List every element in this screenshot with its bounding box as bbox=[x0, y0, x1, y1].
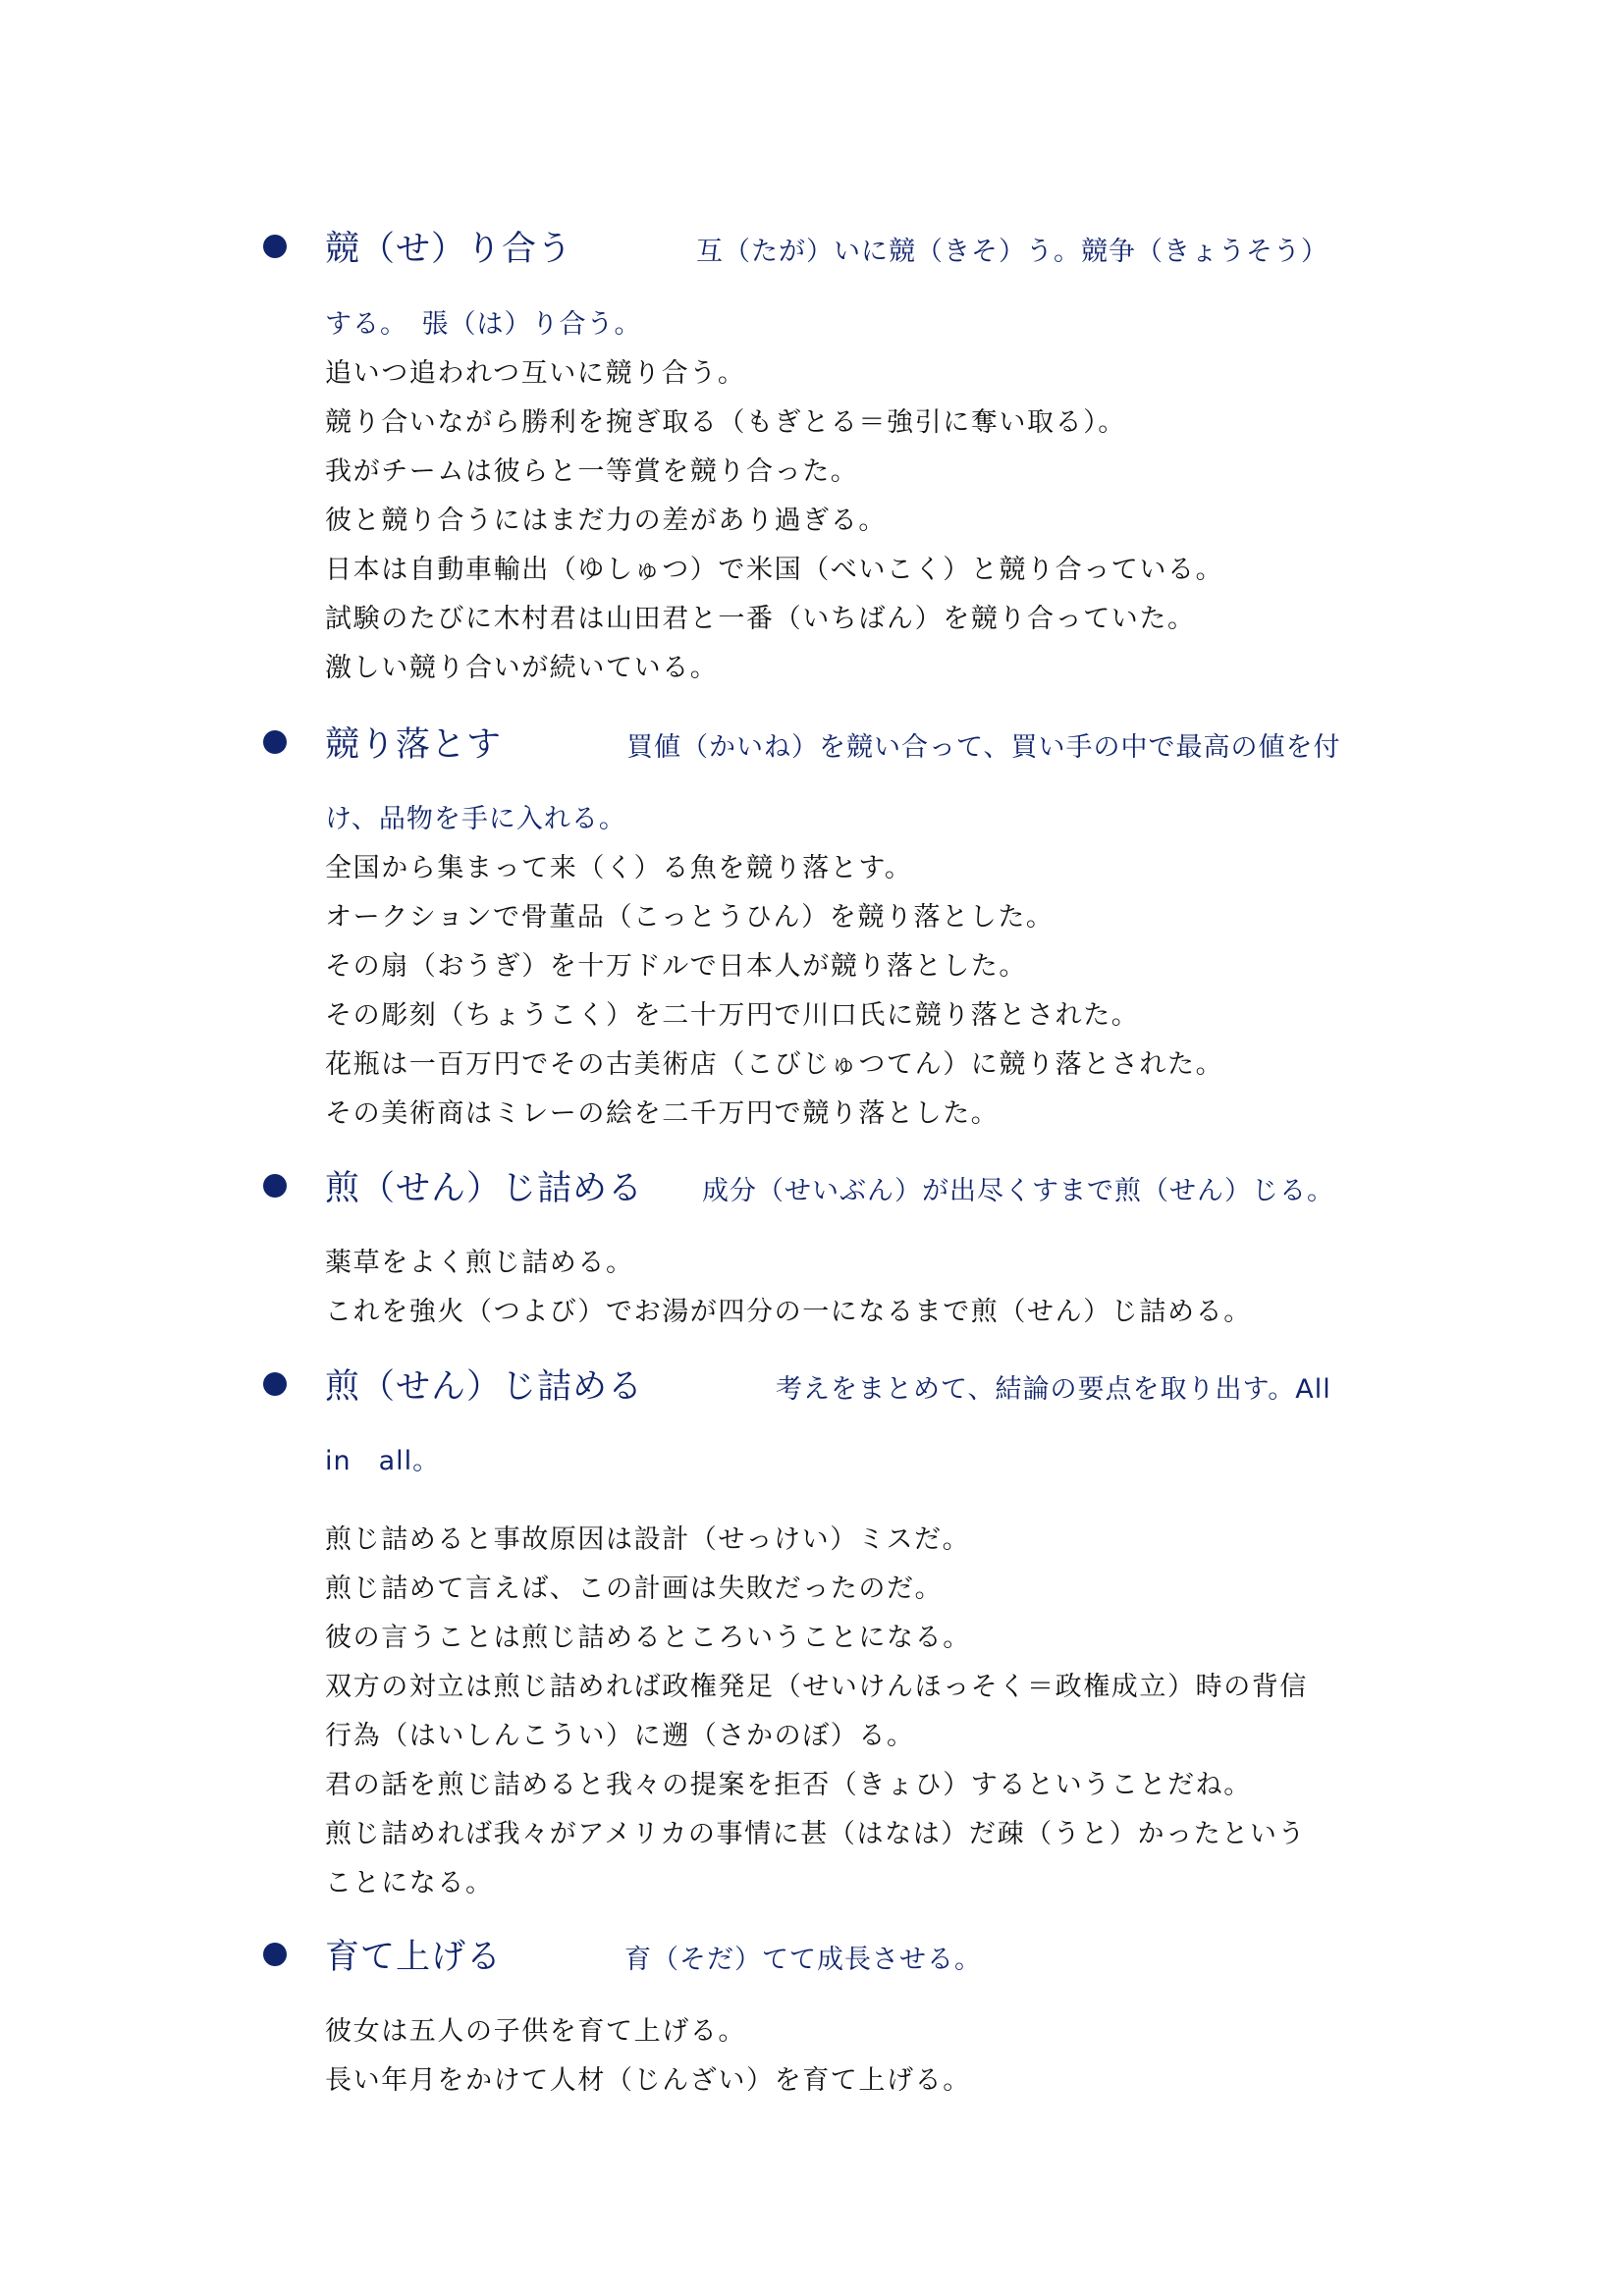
bullet-icon bbox=[263, 1174, 287, 1198]
entry-definition: 育（そだ）てて成長させる。 bbox=[624, 1945, 982, 1975]
entry-heading bbox=[325, 222, 1388, 271]
bullet-icon bbox=[263, 1943, 287, 1966]
entry-definition-cont: け、品物を手に入れる。 bbox=[325, 804, 626, 834]
example-sentence: 彼と競り合うにはまだ力の差があり過ぎる。 bbox=[325, 506, 887, 536]
entry-definition-cont: in all。 bbox=[325, 1446, 441, 1476]
entry-term: 競り落とす bbox=[325, 725, 503, 765]
entry-definition-cont: する。 張（は）り合う。 bbox=[325, 309, 642, 340]
entry-heading bbox=[325, 1161, 1388, 1210]
example-sentence: 煎じ詰めれば我々がアメリカの事情に甚（はなは）だ疎（うと）かったという bbox=[325, 1819, 1307, 1849]
example-sentence: 彼の言うことは煎じ詰めるところいうことになる。 bbox=[325, 1623, 971, 1653]
entry-term: 競（せ）り合う bbox=[325, 230, 573, 269]
example-sentence: その美術商はミレーの絵を二千万円で競り落とした。 bbox=[325, 1098, 1000, 1129]
example-sentence: 双方の対立は煎じ詰めれば政権発足（せいけんほっそく＝政権成立）時の背信 bbox=[325, 1672, 1308, 1702]
entry-term: 育て上げる bbox=[325, 1938, 503, 1977]
entry-definition: 成分（せいぶん）が出尽くすまで煎（せん）じる。 bbox=[702, 1176, 1334, 1206]
example-sentence: 激しい競り合いが続いている。 bbox=[325, 653, 719, 683]
example-sentence: 追いつ追われつ互いに競り合う。 bbox=[325, 358, 746, 389]
bullet-icon bbox=[263, 235, 287, 258]
example-sentence: 試験のたびに木村君は山田君と一番（いちばん）を競り合っていた。 bbox=[325, 604, 1196, 634]
example-sentence: 長い年月をかけて人材（じんざい）を育て上げる。 bbox=[325, 2065, 971, 2096]
example-sentence: 煎じ詰めると事故原因は設計（せっけい）ミスだ。 bbox=[325, 1524, 971, 1555]
example-sentence: その扇（おうぎ）を十万ドルで日本人が競り落とした。 bbox=[325, 951, 1027, 982]
entry-definition: 考えをまとめて、結論の要点を取り出す。All bbox=[776, 1374, 1331, 1405]
example-sentence: これを強火（つよび）でお湯が四分の一になるまで煎（せん）じ詰める。 bbox=[325, 1297, 1252, 1327]
example-sentence: 我がチームは彼らと一等賞を競り合った。 bbox=[325, 456, 859, 487]
example-sentence: 薬草をよく煎じ詰める。 bbox=[325, 1248, 634, 1278]
example-sentence: 日本は自動車輸出（ゆしゅつ）で米国（べいこく）と競り合っている。 bbox=[325, 555, 1224, 585]
entry-heading bbox=[325, 1930, 1388, 1979]
entry-term: 煎（せん）じ詰める bbox=[325, 1169, 644, 1208]
bullet-icon bbox=[263, 730, 287, 754]
entry-term: 煎（せん）じ詰める bbox=[325, 1367, 644, 1407]
bullet-icon bbox=[263, 1372, 287, 1396]
example-sentence: その彫刻（ちょうこく）を二十万円で川口氏に競り落とされた。 bbox=[325, 1000, 1140, 1031]
entry-definition: 買値（かいね）を競い合って、買い手の中で最高の値を付 bbox=[626, 732, 1341, 763]
example-sentence: 煎じ詰めて言えば、この計画は失敗だったのだ。 bbox=[325, 1574, 944, 1604]
entry-heading bbox=[325, 718, 1388, 767]
example-sentence: 行為（はいしんこうい）に遡（さかのぼ）る。 bbox=[325, 1721, 915, 1751]
example-sentence: 全国から集まって来（く）る魚を競り落とす。 bbox=[325, 853, 913, 883]
example-sentence: 彼女は五人の子供を育て上げる。 bbox=[325, 2016, 746, 2047]
entry-heading bbox=[325, 1360, 1388, 1409]
example-sentence: 君の話を煎じ詰めると我々の提案を拒否（きょひ）するということだね。 bbox=[325, 1770, 1252, 1800]
example-sentence: オークションで骨董品（こっとうひん）を競り落とした。 bbox=[325, 902, 1055, 933]
entry-definition: 互（たが）いに競（きそ）う。競争（きょうそう） bbox=[696, 237, 1328, 267]
example-sentence: ことになる。 bbox=[325, 1868, 494, 1898]
example-sentence: 花瓶は一百万円でその古美術店（こびじゅつてん）に競り落とされた。 bbox=[325, 1049, 1224, 1080]
example-sentence: 競り合いながら勝利を捥ぎ取る（もぎとる＝強引に奪い取る）。 bbox=[325, 407, 1126, 438]
